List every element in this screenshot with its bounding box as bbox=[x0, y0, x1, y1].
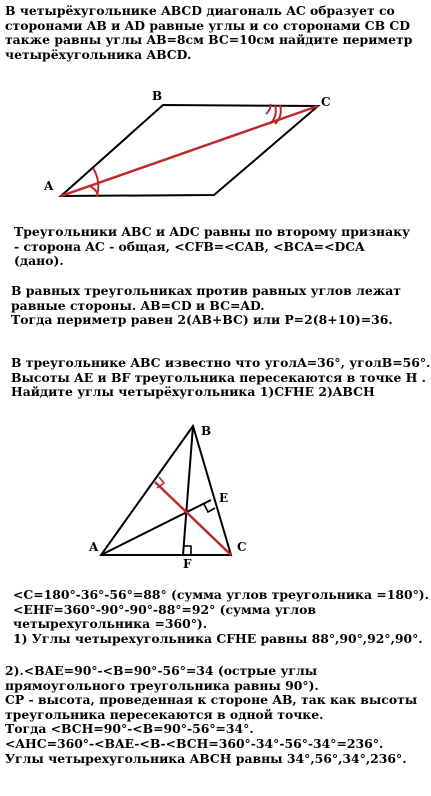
vertex-c: C bbox=[237, 540, 247, 554]
right-angle-e bbox=[204, 504, 215, 512]
right-angle-p bbox=[157, 477, 164, 488]
problem1-solution-1: Треугольники ABC и ADC равны по второму признаку - сторона AC - общая, <CFB=<CAB, <BCA=<DCA (дано). bbox=[14, 224, 410, 269]
problem1-text: В четырёхугольнике ABCD диагональ AC образует со сторонами AB и AD равные углы и со сторонами CB CD также равны углы AB=8см BC=10см найдите периметр четырёхугольника ABCD. bbox=[5, 3, 413, 62]
vertex-b: B bbox=[152, 89, 163, 103]
altitude-bf bbox=[183, 426, 193, 555]
vertex-c: C bbox=[321, 95, 331, 109]
vertex-a: A bbox=[89, 540, 99, 554]
triangle-figure bbox=[0, 420, 431, 570]
problem2-solution-2: 2).<BAE=90°-<B=90°-56°=34 (острые углы прямоугольного треугольника равны 90°). CP - высота, проведенная к стороне AB, так как высоты треугольника пересекаются в одной точке. Тогда <BCH=90°-<B=90°-56°=34°. <AHC=360°-<BAE-<B-<BCH=360°-34°-56°-34°=236°. Углы четырехугольника ABCH равны 34°,56°,34°,236°. bbox=[5, 663, 418, 766]
problem2-solution-1: <C=180°-36°-56°=88° (сумма углов треугольника =180°). <EHF=360°-90°-90°-88°=92° (сумма углов четырехугольника =360°). 1) Углы четырехугольника CFHE равны 88°,90°,92°,90°. bbox=[13, 587, 429, 646]
altitude-ae bbox=[101, 500, 211, 555]
point-f: F bbox=[183, 557, 192, 570]
parallelogram-figure bbox=[0, 86, 431, 216]
vertex-a: A bbox=[44, 179, 54, 193]
problem1-solution-2: В равных треугольниках против равных углов лежат равные стороны. AB=CD и BC=AD. Тогда периметр равен 2(AB+BC) или P=2(8+10)=36. bbox=[11, 283, 401, 328]
vertex-b: B bbox=[201, 424, 212, 438]
point-e: E bbox=[219, 491, 229, 505]
angle-mark-a bbox=[90, 186, 97, 196]
problem2-text: В треугольнике ABC известно что уголA=36°, уголB=56°. Высоты AE и BF треугольника пересекаются в точке H . Найдите углы четырёхугольника 1)CFHE 2)ABCH bbox=[11, 355, 431, 400]
